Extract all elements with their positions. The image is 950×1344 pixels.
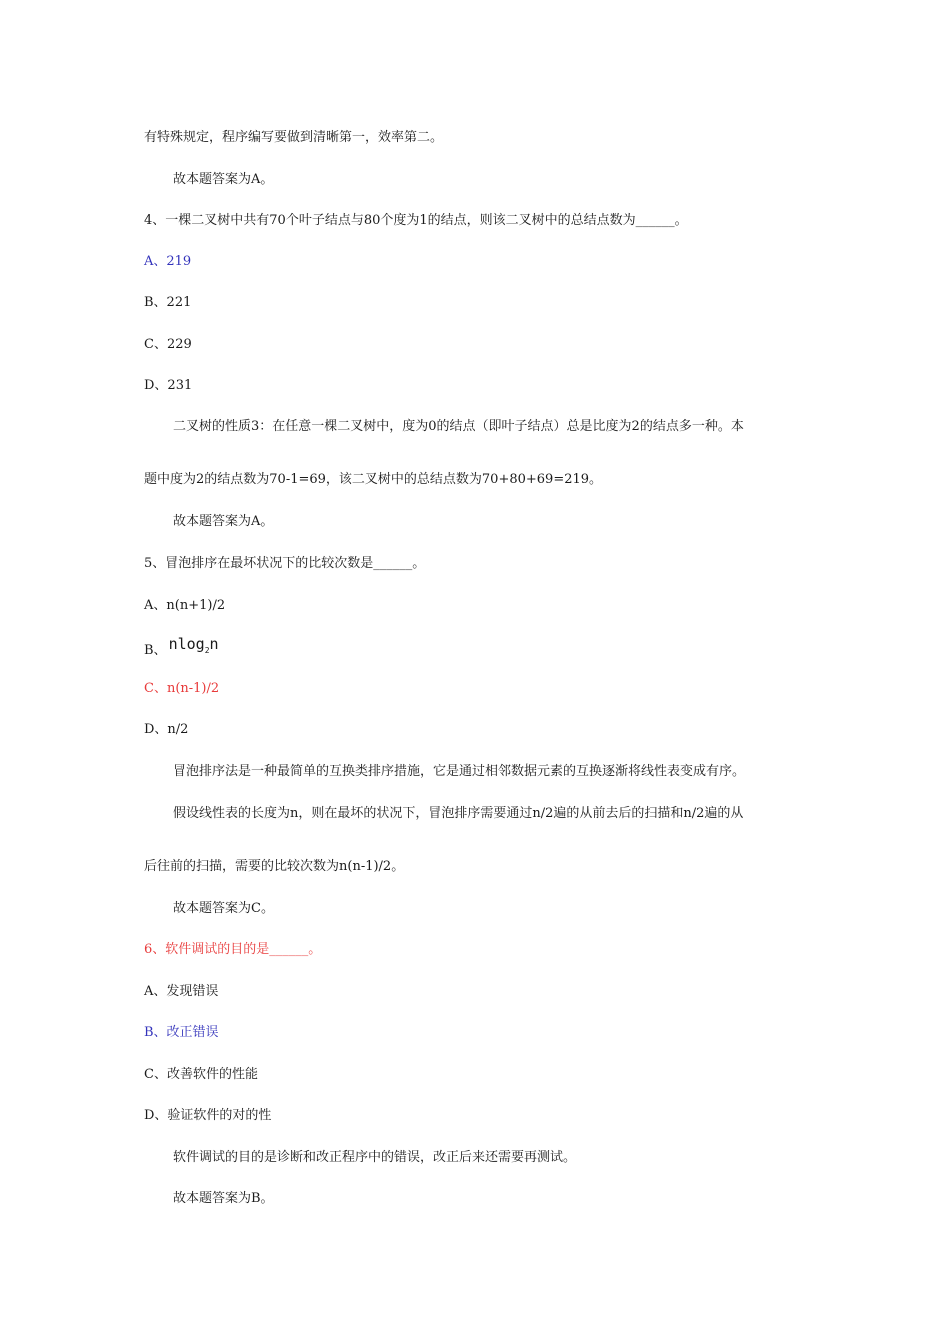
answer-5: 故本题答案为C。 [173, 901, 274, 916]
question-6-option-d: D、验证软件的对的性 [144, 1108, 272, 1123]
explanation-4-line-2: 题中度为2的结点数为70-1=69，该二叉树中的总结点数为70+80+69=219。 [144, 472, 603, 487]
question-4-option-a: A、219 [144, 254, 192, 269]
paragraph-continuation: 有特殊规定，程序编写要做到清晰第一，效率第二。 [144, 130, 444, 145]
question-4-option-d: D、231 [144, 378, 193, 393]
formula-end: n [209, 635, 219, 653]
question-4-option-c: C、229 [144, 337, 192, 352]
option-b-prefix: B、 [144, 643, 167, 658]
question-6: 6、软件调试的目的是______。 [144, 942, 322, 957]
question-5-option-a: A、n(n+1)/2 [144, 598, 226, 613]
nlog2n-formula [169, 635, 219, 653]
formula-subscript: 2 [204, 646, 210, 655]
explanation-5-line-3: 后往前的扫描，需要的比较次数为n(n-1)/2。 [144, 859, 405, 874]
question-4: 4、一棵二叉树中共有70个叶子结点与80个度为1的结点，则该二叉树中的总结点数为______。 [144, 213, 688, 228]
question-5-option-c: C、n(n-1)/2 [144, 681, 220, 696]
answer-6: 故本题答案为B。 [173, 1191, 274, 1206]
question-5-option-b [144, 635, 219, 665]
question-5-option-d: D、n/2 [144, 722, 189, 737]
explanation-5-line-2: 假设线性表的长度为n，则在最坏的状况下，冒泡排序需要通过n/2遍的从前去后的扫描和n/2遍的从 [173, 806, 744, 821]
explanation-6: 软件调试的目的是诊断和改正程序中的错误，改正后来还需要再测试。 [173, 1150, 577, 1165]
formula-main: nlog [168, 635, 205, 653]
question-5: 5、冒泡排序在最坏状况下的比较次数是______。 [144, 556, 426, 571]
question-4-option-b: B、221 [144, 295, 192, 310]
answer-4: 故本题答案为A。 [173, 514, 274, 529]
explanation-4-line-1: 二叉树的性质3：在任意一棵二叉树中，度为0的结点（即叶子结点）总是比度为2的结点多一种。本 [173, 419, 744, 434]
answer-line: 故本题答案为A。 [173, 172, 274, 187]
question-6-option-c: C、改善软件的性能 [144, 1067, 258, 1082]
question-6-option-b: B、改正错误 [144, 1025, 219, 1040]
explanation-5-line-1: 冒泡排序法是一种最简单的互换类排序措施，它是通过相邻数据元素的互换逐渐将线性表变成有序。 [173, 764, 746, 779]
question-6-option-a: A、发现错误 [144, 984, 219, 999]
